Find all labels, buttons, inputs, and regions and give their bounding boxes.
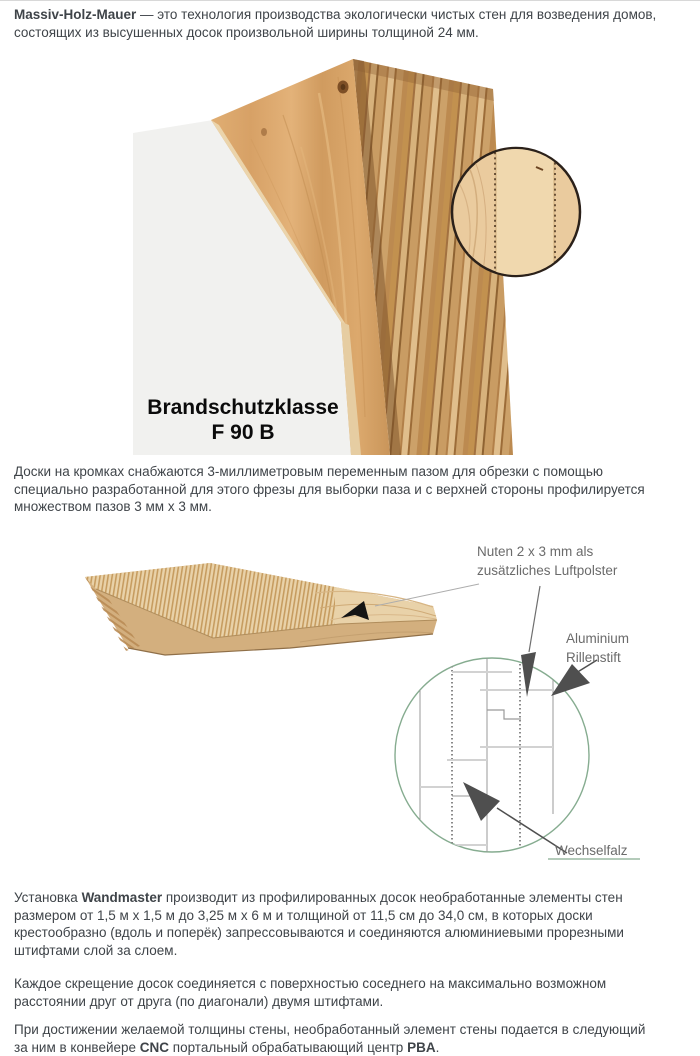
wandmaster-line-1: Установка Wandmaster производит из профилированных досок необработанные элементы стен (14, 889, 692, 907)
figure-fire-rating (133, 57, 582, 455)
label-wechselfalz-text: Wechselfalz (555, 841, 628, 860)
board-illustration (0, 538, 700, 870)
term-cnc: CNC (140, 1040, 169, 1055)
crossing-line-1: Каждое скрещение досок соединяется с поверхностью соседнего на максимально возможном (14, 975, 692, 993)
grooves-line-1: Доски на кромках снабжаются 3-миллиметровым переменным пазом для обрезки с помощью (14, 463, 692, 481)
cnc-line-1: При достижении желаемой толщины стены, необработанный элемент стены подается в следующий (14, 1021, 692, 1039)
wood-knot-core (341, 84, 346, 90)
label-nuten-line-2: zusätzliches Luftpolster (477, 561, 617, 580)
detail-inset-circle (452, 147, 580, 277)
nuten-leader-line (529, 586, 540, 652)
intro-paragraph (14, 6, 692, 41)
label-wechselfalz (555, 841, 628, 860)
figure-board-profile (0, 538, 700, 870)
wandmaster-line-4: штифтами слой за слоем. (14, 942, 692, 960)
intro-line-2: состоящих из высушенных досок произвольной ширины толщиной 24 мм. (14, 24, 692, 42)
paragraph-crossing (14, 975, 692, 1010)
term-wandmaster: Wandmaster (82, 890, 163, 905)
paragraph-wandmaster (14, 889, 692, 959)
label-aluminium (566, 629, 629, 667)
intro-line-1: Massiv-Holz-Mauer — это технология производства экологически чистых стен для возведения домов, (14, 6, 692, 24)
label-nuten (477, 542, 617, 580)
crossing-line-2: расстоянии друг от друга (по диагонали) двумя штифтами. (14, 993, 692, 1011)
term-pba: PBA (407, 1040, 436, 1055)
wood-knot-small (261, 128, 267, 136)
fire-rating-caption (138, 395, 348, 445)
cnc-line-2: за ним в конвейере CNC портальный обрабатывающий центр PBA. (14, 1039, 692, 1056)
paragraph-grooves (14, 463, 692, 516)
grooves-line-3: множеством пазов 3 мм x 3 мм. (14, 498, 692, 516)
label-aluminium-line-2: Rillenstift (566, 648, 629, 667)
wandmaster-line-3: крестообразно (вдоль и поперёк) запрессовываются и соединяются алюминиевыми прорезными (14, 924, 692, 942)
top-divider (0, 0, 700, 1)
wandmaster-line-2: размером от 1,5 м x 1,5 м до 3,25 м x 6 м и толщиной от 11,5 см до 34,0 см, в которых доски (14, 907, 692, 925)
term-massiv-holz-mauer: Massiv-Holz-Mauer (14, 7, 136, 22)
fire-rating-line-2: F 90 B (138, 420, 348, 445)
paragraph-cnc (14, 1021, 692, 1056)
board-leader-line (375, 584, 479, 606)
label-nuten-line-1: Nuten 2 x 3 mm als (477, 542, 617, 561)
fire-rating-line-1: Brandschutzklasse (138, 395, 348, 420)
label-aluminium-line-1: Aluminium (566, 629, 629, 648)
grooves-line-2: специально разработанной для этого фрезы для выборки паза и с верхней стороны профилируется (14, 481, 692, 499)
